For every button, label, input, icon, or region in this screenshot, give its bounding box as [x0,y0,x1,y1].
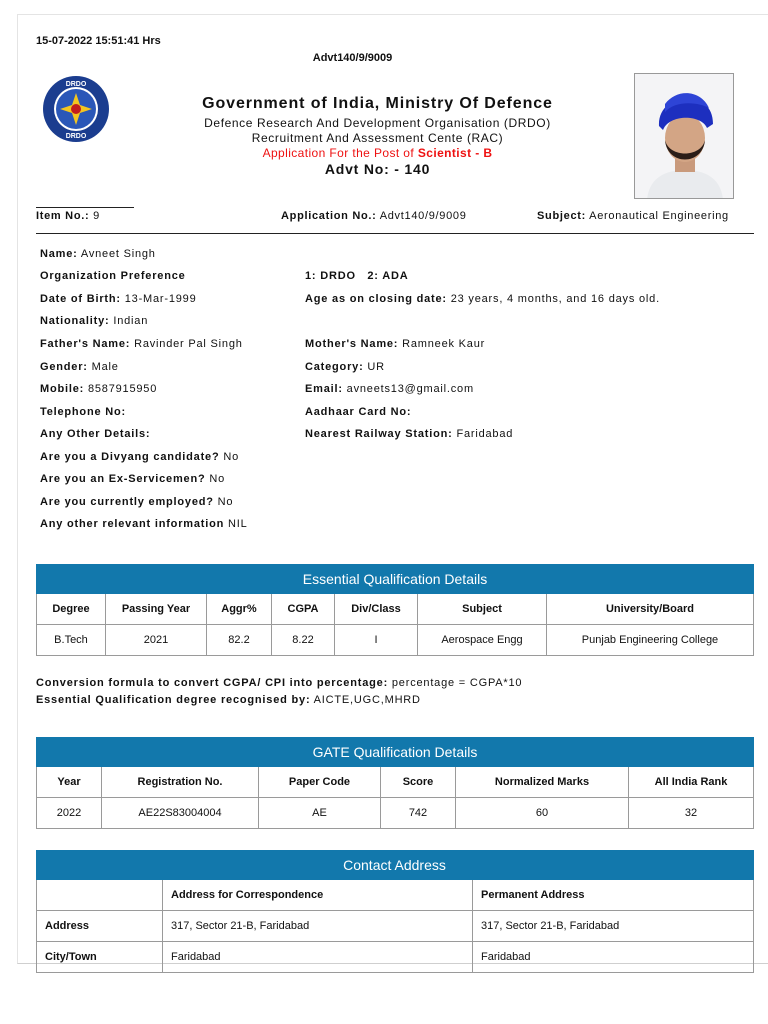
dob-row: Date of Birth: 13-Mar-1999 [40,293,197,305]
aadhaar-row: Aadhaar Card No: [305,406,412,418]
table-header-row: Address for Correspondence Permanent Address [37,880,754,911]
other-details-row: Any Other Details: [40,428,151,440]
candidate-photo [634,73,734,199]
essential-qualification-table [36,564,754,656]
gate-qualification-table [36,737,754,829]
table-header-row [37,594,754,625]
age-row: Age as on closing date: 23 years, 4 months, and 16 days old. [305,293,660,305]
gender-row: Gender: Male [40,361,119,373]
nationality-row: Nationality: Indian [40,315,149,327]
gate-title: GATE Qualification Details [37,738,754,767]
org-preference-value: 1: DRDO 2: ADA [305,270,409,282]
col-aggr: Aggr% [207,594,272,625]
father-row: Father's Name: Ravinder Pal Singh [40,338,243,350]
email-row: Email: avneets13@gmail.com [305,383,474,395]
col-passing-year: Passing Year [106,594,207,625]
separator-full [36,233,754,234]
application-number: Application No.: Advt140/9/9009 [281,210,467,222]
header-centre: Recruitment And Assessment Cente (RAC) [251,131,504,145]
name-row: Name: Avneet Singh [40,248,156,260]
post-name: Scientist - B [417,146,493,160]
contact-address-table [36,850,754,973]
drdo-logo [42,75,110,143]
advt-reference: Advt140/9/9009 [312,52,393,64]
divyang-row: Are you a Divyang candidate? No [40,451,240,463]
col-degree: Degree [37,594,106,625]
exservice-row: Are you an Ex-Servicemen? No [40,473,226,485]
col-cgpa: CGPA [272,594,335,625]
org-preference-label: Organization Preference [40,270,186,282]
category-row: Category: UR [305,361,385,373]
item-number: Item No.: 9 [36,210,100,222]
candidate-photo-image [635,74,734,199]
contact-title: Contact Address [37,851,754,880]
conversion-formula: Conversion formula to convert CGPA/ CPI into percentage: percentage = CGPA*10 [36,677,523,689]
table-row: Address 317, Sector 21-B, Faridabad 317, Sector 21-B, Faridabad [37,911,754,942]
col-subject: Subject [418,594,547,625]
employed-row: Are you currently employed? No [40,496,234,508]
col-university: University/Board [547,594,754,625]
table-row: 2022 AE22S83004004 AE 742 60 32 [37,798,754,829]
col-div-class: Div/Class [335,594,418,625]
header-post-line [150,146,605,160]
table-row: B.Tech 2021 82.2 8.22 I Aerospace Engg Punjab Engineering College [37,625,754,656]
degree-recognised: Essential Qualification degree recognised by: AICTE,UGC,MHRD [36,694,421,706]
logo-text-top: DRDO [65,81,87,88]
table-header-row: Year Registration No. Paper Code Score Normalized Marks All India Rank [37,767,754,798]
telephone-row: Telephone No: [40,406,126,418]
table-row: City/Town Faridabad Faridabad [37,942,754,973]
advt-number: Advt No: - 140 [324,161,431,177]
relevant-info-row: Any other relevant information NIL [40,518,248,530]
railway-row: Nearest Railway Station: Faridabad [305,428,514,440]
header-title: Government of India, Ministry Of Defence [202,95,553,112]
separator-short [36,207,134,208]
timestamp: 15-07-2022 15:51:41 Hrs [36,35,161,47]
subject: Subject: Aeronautical Engineering [537,210,729,222]
mobile-row: Mobile: 8587915950 [40,383,158,395]
header-org: Defence Research And Development Organisation (DRDO) [204,116,551,130]
logo-text-bottom: DRDO [65,133,87,140]
mother-row: Mother's Name: Ramneek Kaur [305,338,486,350]
essential-title: Essential Qualification Details [37,565,754,594]
post-prefix: Application For the Post of [262,146,415,160]
